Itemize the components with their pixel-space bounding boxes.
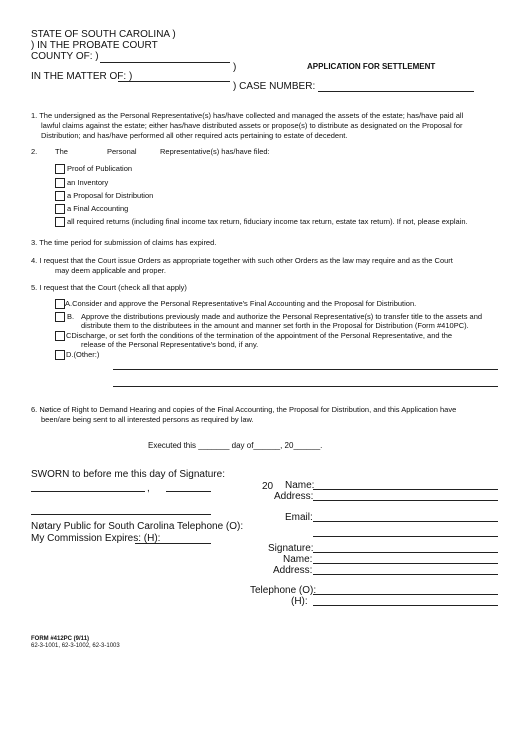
address-label: Address: — [274, 491, 314, 502]
item-4-line-1: 4. I request that the Court issue Orders as appropriate together with such other Orders as the law may require and as the Court — [31, 256, 453, 265]
checkbox-inventory[interactable] — [55, 178, 65, 188]
item-1-line-3: Distribution; and has/have performed all other required acts pertaining to estate of decedent. — [41, 131, 348, 140]
address-2-field[interactable] — [313, 574, 498, 575]
page-title: APPLICATION FOR SETTLEMENT — [307, 62, 436, 71]
option-proof-of-publication: Proof of Publication — [67, 164, 133, 173]
item-5b-label: B. — [67, 312, 75, 321]
county-field[interactable] — [100, 62, 230, 63]
checkbox-5d[interactable] — [55, 350, 65, 360]
email-field[interactable] — [313, 521, 498, 522]
commission-field[interactable] — [135, 543, 211, 544]
matter-field[interactable] — [118, 81, 230, 82]
county-label: COUNTY OF: ) — [31, 51, 99, 62]
item-5a: A.Consider and approve the Personal Representative's Final Accounting and the Proposal for Distribution. — [65, 299, 417, 308]
other-line-1[interactable] — [113, 369, 498, 370]
item-2-number: 2. — [31, 147, 38, 156]
name-label: Name: — [285, 480, 315, 491]
signature-label: Signature: — [268, 543, 314, 554]
notary-signature-field[interactable] — [31, 514, 211, 515]
checkbox-proof-of-publication[interactable] — [55, 164, 65, 174]
item-6-line-1: 6. Nøtice of Right to Demand Hearing and copies of the Final Accounting, the Proposal for Distribution, and this Application have — [31, 405, 457, 414]
item-1-line-2: lawful claims against the estate; either has/have distributed assets or propose(s) to distribute as designated on the Proposal for — [41, 121, 463, 130]
checkbox-proposal[interactable] — [55, 191, 65, 201]
item-6-line-2: been/are being sent to all interested persons as required by law. — [41, 415, 254, 424]
blank-field-1[interactable] — [313, 536, 498, 537]
item-5d: D.(Other:) — [66, 350, 100, 359]
matter-label: IN THE MATTER OF: ) — [31, 71, 133, 82]
item-1-line-1: 1. The undersigned as the Personal Representative(s) has/have collected and managed the assets of the estate; has/have paid all — [31, 111, 464, 120]
court-label: ) IN THE PROBATE COURT — [31, 40, 158, 51]
item-5: 5. I request that the Court (check all that apply) — [31, 283, 187, 292]
email-label: Email: — [285, 512, 313, 523]
other-line-2[interactable] — [113, 386, 498, 387]
signature-field[interactable] — [313, 552, 498, 553]
item-4-line-2: may deem applicable and proper. — [55, 266, 166, 275]
sworn-year: 20 — [262, 481, 274, 492]
name-2-label: Name: — [283, 554, 313, 565]
checkbox-5b[interactable] — [55, 312, 65, 322]
option-proposal: a Proposal for Distribution — [67, 191, 154, 200]
sworn-line: SWORN to before me this day of Signature: — [31, 469, 225, 480]
item-2-the: The — [55, 147, 68, 156]
option-required-returns: all required returns (including final income tax return, fiduciary income tax return, estate tax return). If not, please explain. — [67, 217, 468, 226]
checkbox-5a[interactable] — [55, 299, 65, 309]
sworn-comma: , — [147, 483, 150, 494]
paren-label: ) — [233, 62, 237, 73]
address-field[interactable] — [313, 500, 498, 501]
executed-line: Executed this _______ day of______, 20______. — [148, 441, 323, 450]
name-field[interactable] — [313, 489, 498, 490]
notary-label: Nøtary Public for South Carolina Telephone (O): — [31, 521, 244, 532]
option-final-accounting: a Final Accounting — [67, 204, 129, 213]
sworn-day-field[interactable] — [31, 491, 145, 492]
telephone-h-field[interactable] — [313, 605, 498, 606]
item-5c-line-1: CDischarge, or set forth the conditions of the termination of the appointment of the Personal Representative, and the — [66, 331, 453, 340]
commission-label: My Commission Expires: (H): — [31, 533, 161, 544]
state-label: STATE OF SOUTH CAROLINA ) — [31, 29, 176, 40]
name-2-field[interactable] — [313, 563, 498, 564]
item-5b-line-2: distribute them to the distributees in the amount and manner set forth in the Proposal for Distribution (Form #410PC). — [81, 321, 469, 330]
telephone-h-label: (H): — [291, 596, 308, 607]
item-5c-line-2: release of the Personal Representative's bond, if any. — [81, 340, 259, 349]
sworn-month-field[interactable] — [166, 491, 211, 492]
checkbox-5c[interactable] — [55, 331, 65, 341]
checkbox-required-returns[interactable] — [55, 217, 65, 227]
item-2-rest: Representative(s) has/have filed: — [160, 147, 270, 156]
item-5b-line-1: Approve the distributions previously made and authorize the Personal Representative(s) to transfer title to the assets and — [81, 312, 483, 321]
telephone-o-field[interactable] — [313, 594, 498, 595]
telephone-o-label: Telephone (O): — [250, 585, 317, 596]
checkbox-final-accounting[interactable] — [55, 204, 65, 214]
form-number: FORM #412PC (9/11) — [31, 636, 90, 642]
address-2-label: Address: — [273, 565, 313, 576]
statute-codes: 62-3-1001, 62-3-1002, 62-3-1003 — [31, 643, 120, 649]
item-3: 3. The time period for submission of claims has expired. — [31, 238, 217, 247]
option-inventory: an Inventory — [67, 178, 109, 187]
case-number-field[interactable] — [318, 91, 474, 92]
case-number-label: ) CASE NUMBER: — [233, 81, 316, 92]
item-2-personal: Personal — [107, 147, 137, 156]
